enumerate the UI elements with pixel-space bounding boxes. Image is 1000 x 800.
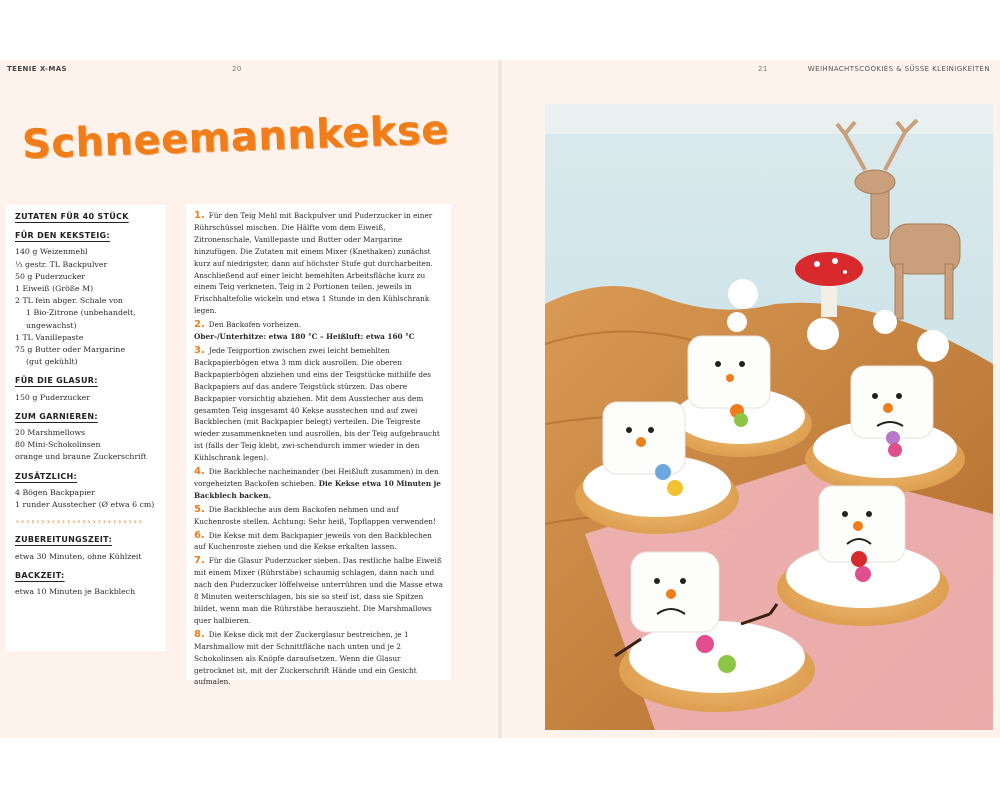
instruction-step xyxy=(194,555,443,626)
instruction-step xyxy=(194,319,443,343)
prep-time-value: etwa 30 Minuten, ohne Kühlzeit xyxy=(15,551,142,561)
ingredient-item: 140 g Weizenmehl xyxy=(15,247,88,257)
extra-heading: ZUSÄTZLICH: xyxy=(15,471,78,481)
left-page xyxy=(0,60,500,738)
step-text: Die Backbleche aus dem Backofen nehmen und auf Kuchenroste stellen. Achtung: Sehr heiß, Topflappen verwenden! xyxy=(194,504,436,526)
right-page xyxy=(500,60,1000,738)
ingredient-item: 50 g Puderzucker xyxy=(15,271,86,281)
step-number: 6. xyxy=(194,529,205,541)
step-text: Die Kekse dick mit der Zuckerglasur bestreichen, je 1 Marshmallow mit der Schnittfläche nach unten und je 2 Schokolinsen als Knöpfe daraufsetzen. Wenn die Glasur getrocknet ist, mit der Zuckerschrift Hände und ein Gesicht aufmalen. xyxy=(194,629,417,687)
running-title-right: WEIHNACHTSCOOKIES & SÜSSE KLEINIGKEITEN xyxy=(807,65,990,73)
ingredient-item: orange und braune Zuckerschrift xyxy=(15,452,147,462)
step-emphasis: Die Kekse etwa 10 Minuten je Backblech backen. xyxy=(194,478,441,500)
ingredient-item: (gut gekühlt) xyxy=(26,357,78,367)
instruction-step xyxy=(194,530,443,554)
step-number: 2. xyxy=(194,319,205,331)
ingredient-item: ⅓ gestr. TL Backpulver xyxy=(15,259,108,269)
ingredient-item: 20 Marshmellows xyxy=(15,428,86,438)
step-number: 3. xyxy=(194,344,205,356)
instruction-step xyxy=(194,504,443,528)
ingredient-item: 2 TL fein abger. Schale von xyxy=(15,296,123,306)
snowman-cookies-illustration xyxy=(545,104,993,730)
garnish-heading: ZUM GARNIEREN: xyxy=(15,411,98,421)
instruction-step xyxy=(194,210,443,317)
step-text: Die Kekse mit dem Backpapier jeweils von den Backblechen auf Kuchenroste ziehen und die Kekse erkalten lassen. xyxy=(194,530,432,552)
ingredient-item: ungewachst) xyxy=(26,320,77,330)
page-number-right: 21 xyxy=(758,65,768,73)
ingredient-item: 1 Eiweiß (Größe M) xyxy=(15,284,94,294)
chevron-divider: ››››››››››››››››››››››››› xyxy=(15,517,143,527)
step-number: 8. xyxy=(194,628,205,640)
page-number-left: 20 xyxy=(232,65,242,73)
step-text: Für die Glasur Puderzucker sieben. Das restliche halbe Eiweiß mit einem Mixer (Rührstäbe) schaumig schlagen, dann nach und nach den Puderzucker löffelweise unterrühren und die Masse etwa 8 Minuten weiterschlagen, bis sie so steif ist, dass sie Spitzen bildet, wenn man die Rührstäbe herauszieht. Die Marshmallows quer halbieren. xyxy=(194,556,443,625)
instructions-panel xyxy=(186,204,451,687)
instruction-step xyxy=(194,629,443,689)
glaze-heading: FÜR DIE GLASUR: xyxy=(15,376,98,386)
ingredient-item: 1 TL Vanillepaste xyxy=(15,332,84,342)
step-text: Jede Teigportion zwischen zwei leicht bemehlten Backpapierbögen etwa 3 mm dick ausrollen. Die oberen Backpapierbögen abziehen und eins der Teigstücke mithilfe des Backpapiers auf das andere Teigstück stürzen. Das obere Backpapier vorsichtig abziehen. Mit dem Ausstecher aus dem gesamten Teig insgesamt 40 Kekse ausstechen und auf zwei Backblechen (mit Backpapier belegt) verteilen. Die Teigreste wieder zusammenkneten und ausrollen, bis der Teig aufgebraucht ist (falls der Teig klebt, zwi-schendurch immer wieder in den Kühlschrank legen). xyxy=(194,345,440,463)
bake-time-value: etwa 10 Minuten je Backblech xyxy=(15,587,136,597)
book-spread xyxy=(0,60,1000,738)
step-text: Die Backbleche nacheinander (bei Heißluft zusammen) in den vorgeheizten Backofen schieben. xyxy=(194,467,439,488)
step-emphasis: Ober-/Unterhitze: etwa 180 °C – Heißluft: etwa 160 °C xyxy=(194,332,415,342)
ingredient-item: 150 g Puderzucker xyxy=(15,392,90,402)
step-number: 1. xyxy=(194,210,205,221)
ingredient-item: 4 Bögen Backpapier xyxy=(15,487,95,497)
cookie-photo xyxy=(545,104,993,730)
ingredient-item: 75 g Butter oder Margarine xyxy=(15,345,126,355)
dough-heading: FÜR DEN KEKSTEIG: xyxy=(15,231,110,241)
instruction-step xyxy=(194,466,443,502)
ingredient-item: 80 Mini-Schokolinsen xyxy=(15,440,101,450)
prep-time-heading: ZUBEREITUNGSZEIT: xyxy=(15,535,112,545)
ingredient-item: 1 runder Ausstecher (Ø etwa 6 cm) xyxy=(15,500,155,510)
ingredient-item: 1 Bio-Zitrone (unbehandelt, xyxy=(26,308,136,318)
step-number: 4. xyxy=(194,466,205,478)
yield-heading: ZUTATEN FÜR 40 STÜCK xyxy=(15,212,129,221)
step-text: Für den Teig Mehl mit Backpulver und Puderzucker in einer Rührschüssel mischen. Die Hälfte vom dem Eiweiß, Zitronenschale, Vanillepaste und Butter oder Margarine hinzufügen. Die Zutaten mit einem Mixer (Knethaken) zunächst kurz auf niedrigster, dann auf höchster Stufe gut durcharbeiten. Anschließend auf einer leicht bemehlten Arbeitsfläche kurz zu einem Teig verkneten. Teig in 2 Portionen teilen, jeweils in Frischhaltefolie wickeln und etwa 1 Stunde in den Kühlschrank legen. xyxy=(194,211,433,316)
ingredients-panel xyxy=(6,205,166,651)
recipe-title: Schneemannkekse xyxy=(21,107,450,168)
step-number: 5. xyxy=(194,503,205,515)
step-text: Den Backofen vorheizen. xyxy=(208,320,302,330)
instruction-step xyxy=(194,345,443,464)
bake-time-heading: BACKZEIT: xyxy=(15,570,65,580)
step-number: 7. xyxy=(194,555,205,567)
running-title-left: TEENIE X-MAS xyxy=(7,65,67,73)
